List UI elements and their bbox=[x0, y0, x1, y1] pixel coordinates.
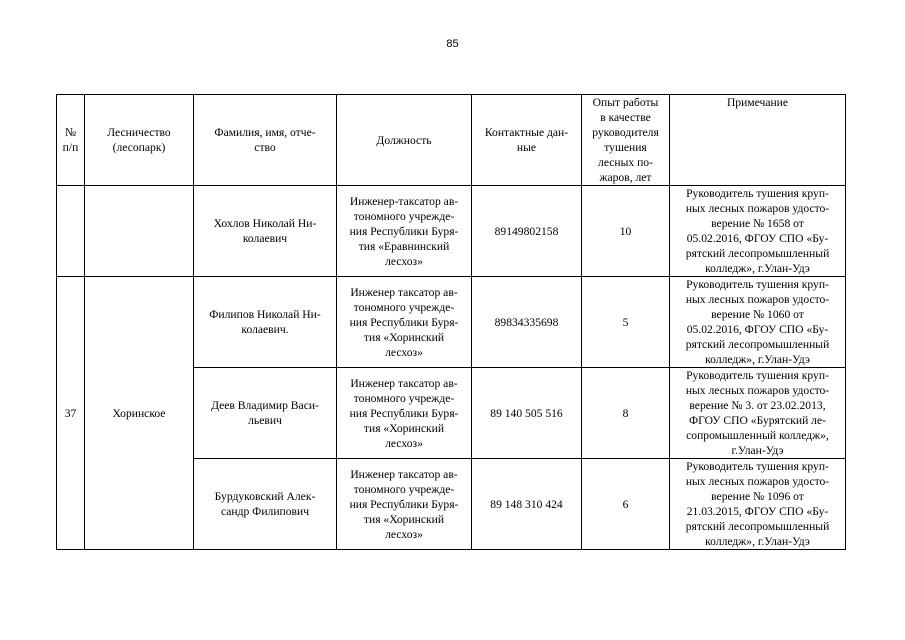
cell-name: Деев Владимир Васи- льевич bbox=[194, 368, 337, 459]
header-name: Фамилия, имя, отче- ство bbox=[194, 95, 337, 186]
header-note: Примечание bbox=[670, 95, 846, 186]
cell-note: Руководитель тушения круп- ных лесных пожаров удосто- верение № 1658 от 05.02.2016, ФГОУ СПО «Бу- рятский лесопромышленный колледж», г.Улан-Удэ bbox=[670, 186, 846, 277]
header-contact: Контактные дан- ные bbox=[472, 95, 582, 186]
page-number: 85 bbox=[446, 38, 459, 50]
cell-position: Инженер таксатор ав- тономного учрежде- ния Республики Буря- тия «Хоринский лесхоз» bbox=[337, 368, 472, 459]
cell-contact: 89834335698 bbox=[472, 277, 582, 368]
cell-contact: 89149802158 bbox=[472, 186, 582, 277]
cell-note: Руководитель тушения круп- ных лесных пожаров удосто- верение № 1060 от 05.02.2016, ФГОУ СПО «Бу- рятский лесопромышленный колледж», г.Улан-Удэ bbox=[670, 277, 846, 368]
cell-contact: 89 140 505 516 bbox=[472, 368, 582, 459]
cell-position: Инженер таксатор ав- тономного учрежде- ния Республики Буря- тия «Хоринский лесхоз» bbox=[337, 459, 472, 550]
cell-name: Бурдуковский Алек- сандр Филипович bbox=[194, 459, 337, 550]
cell-name: Хохлов Николай Ни- колаевич bbox=[194, 186, 337, 277]
header-position: Должность bbox=[337, 95, 472, 186]
cell-number: 37 bbox=[57, 277, 85, 550]
cell-experience: 8 bbox=[582, 368, 670, 459]
header-number: № п/п bbox=[57, 95, 85, 186]
header-forestry: Лесничество (лесопарк) bbox=[85, 95, 194, 186]
table-row bbox=[57, 277, 846, 368]
cell-experience: 6 bbox=[582, 459, 670, 550]
cell-experience: 10 bbox=[582, 186, 670, 277]
forestry-staff-table bbox=[56, 94, 846, 550]
header-experience: Опыт работы в качестве руководителя тушения лесных по- жаров, лет bbox=[582, 95, 670, 186]
cell-forestry bbox=[85, 186, 194, 277]
cell-note: Руководитель тушения круп- ных лесных пожаров удосто- верение № 3. от 23.02.2013, ФГОУ СПО «Бурятский ле- сопромышленный колледж», г.Улан-Удэ bbox=[670, 368, 846, 459]
cell-position: Инженер таксатор ав- тономного учрежде- ния Республики Буря- тия «Хоринский лесхоз» bbox=[337, 277, 472, 368]
cell-name: Филипов Николай Ни- колаевич. bbox=[194, 277, 337, 368]
cell-note: Руководитель тушения круп- ных лесных пожаров удосто- верение № 1096 от 21.03.2015, ФГОУ СПО «Бу- рятский лесопромышленный колледж», г.Улан-Удэ bbox=[670, 459, 846, 550]
table-row bbox=[57, 186, 846, 277]
cell-experience: 5 bbox=[582, 277, 670, 368]
cell-number bbox=[57, 186, 85, 277]
cell-position: Инженер-таксатор ав- тономного учрежде- ния Республики Буря- тия «Еравнинский лесхоз» bbox=[337, 186, 472, 277]
cell-forestry: Хоринское bbox=[85, 277, 194, 550]
table-header-row bbox=[57, 95, 846, 186]
cell-contact: 89 148 310 424 bbox=[472, 459, 582, 550]
